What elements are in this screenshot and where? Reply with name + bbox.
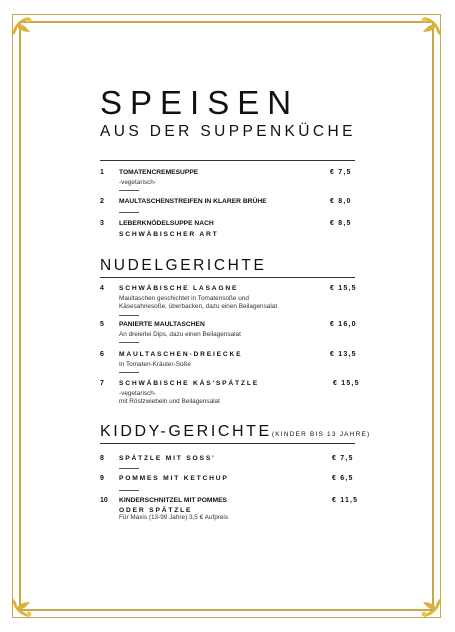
page-title: SPEISEN [100,84,300,121]
item-name: SCHWÄBISCHE KÄS'SPÄTZLE [119,380,259,387]
item-price: € 11,5 [332,497,359,504]
section-title-kiddy [100,423,370,441]
item-name: SCHWÄBISCHE LASAGNE [119,285,239,292]
item-name: SPÄTZLE MIT SOSS' [119,455,216,462]
item-number: 7 [100,380,104,387]
item-number: 1 [100,169,104,176]
kiddy-age-note: (KINDER BIS 13 JAHRE) [271,431,371,438]
short-divider [119,315,139,316]
section-title-noodles: NUDELGERICHTE [100,257,267,274]
item-description: -vegetarisch- [119,179,156,186]
item-price: € 15,5 [333,380,360,387]
item-price: € 8,0 [330,198,352,205]
divider [100,443,355,444]
item-name: POMMES MIT KETCHUP [119,475,229,482]
gold-ornament-icon [9,14,35,40]
item-number: 9 [100,475,104,482]
short-divider [119,342,139,343]
item-number: 5 [100,321,104,328]
short-divider [119,490,139,491]
gold-ornament-icon [418,594,444,620]
item-name: KINDERSCHNITZEL MIT POMMES [119,497,227,504]
short-divider [119,190,139,191]
item-number: 8 [100,455,104,462]
short-divider [119,468,139,469]
gold-ornament-icon [418,14,444,40]
item-name: MAULTASCHEN-DREIECKE [119,351,243,358]
short-divider [119,212,139,213]
item-description: mit Röstzwiebeln und Beilagensalat [119,398,220,405]
gold-ornament-icon [9,594,35,620]
item-name-continued: SCHWÄBISCHER ART [119,231,219,238]
kiddy-title-text: KIDDY-GERICHTE [100,423,272,440]
item-number: 10 [100,497,108,504]
item-name: MAULTASCHENSTREIFEN IN KLARER BRÜHE [119,198,267,205]
item-price: € 6,5 [332,475,354,482]
item-number: 2 [100,198,104,205]
divider [100,277,355,278]
item-price: € 16,0 [330,321,357,328]
item-price: € 7,5 [332,455,354,462]
item-price: € 15,5 [330,285,357,292]
item-description: Für Maxis (13-99 Jahre) 3,5 € Aufpreis [119,514,229,521]
item-number: 4 [100,285,104,292]
divider [100,160,355,161]
item-name: TOMATENCREMESUPPE [119,169,199,176]
item-number: 3 [100,220,104,227]
section-title-soups: AUS DER SUPPENKÜCHE [100,123,356,140]
item-description: Käsesahnesoße, überbacken, dazu einen Beilagensalat [119,303,278,310]
item-description: An dreierlei Dips, dazu einen Beilagensalat [119,331,241,338]
item-price: € 7,5 [330,169,352,176]
item-price: € 8,5 [330,220,352,227]
item-name-continued: ODER SPÄTZLE [119,507,193,514]
item-name: LEBERKNÖDELSUPPE NACH [119,220,214,227]
item-number: 6 [100,351,104,358]
item-price: € 13,5 [330,351,357,358]
item-description: -vegetarisch- [119,390,156,397]
item-description: In Tomaten-Kräuter-Soße [119,361,191,368]
short-divider [119,372,139,373]
item-name: PANIERTE MAULTASCHEN [119,321,205,328]
item-description: Maultaschen geschichtet in Tomatensoße und [119,295,249,302]
